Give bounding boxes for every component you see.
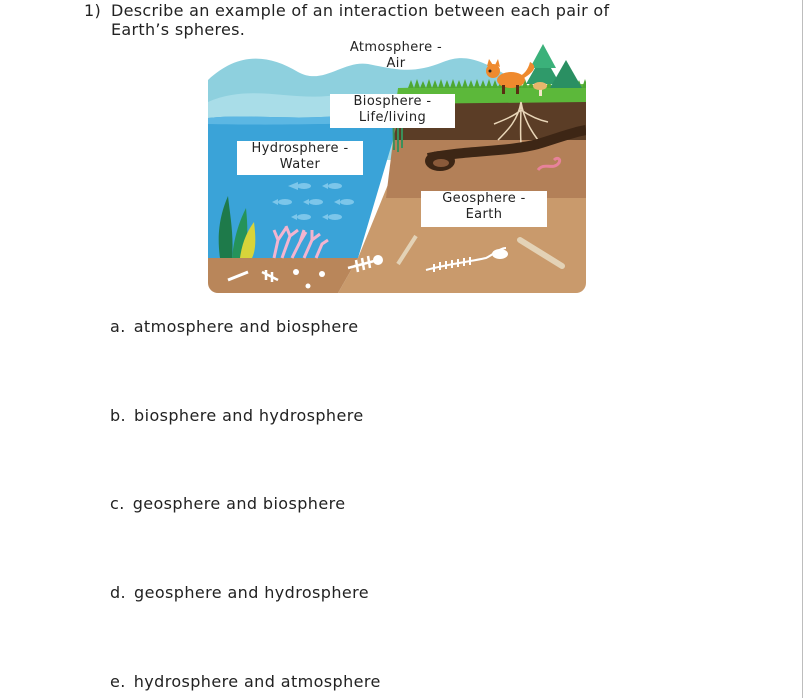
hydrosphere-label-title: Hydrosphere - bbox=[251, 141, 349, 156]
biosphere-label-subtitle: Life/living bbox=[358, 110, 427, 125]
seabed bbox=[208, 258, 358, 293]
hydrosphere-label bbox=[237, 141, 363, 175]
atmosphere-label bbox=[338, 40, 454, 73]
hydrosphere-label-subtitle: Water bbox=[279, 157, 321, 172]
list-item-b bbox=[110, 406, 364, 425]
geosphere-label-title: Geosphere - bbox=[442, 191, 526, 206]
list-item-letter: a. bbox=[110, 317, 126, 336]
list-item-text: biosphere and hydrosphere bbox=[134, 406, 364, 425]
atmosphere-label-subtitle: Air bbox=[386, 56, 406, 71]
list-item-text: geosphere and biosphere bbox=[132, 494, 346, 513]
list-item-e bbox=[110, 672, 381, 691]
earth-spheres-diagram bbox=[208, 40, 586, 293]
question-number: 1) bbox=[84, 1, 102, 20]
atmosphere-label-title: Atmosphere - bbox=[349, 40, 443, 55]
page-border bbox=[802, 0, 803, 698]
geosphere-label bbox=[421, 191, 547, 227]
biosphere-label bbox=[330, 94, 455, 128]
biosphere-label-title: Biosphere - bbox=[353, 94, 432, 109]
list-item-letter: b. bbox=[110, 406, 127, 425]
tree-icon bbox=[530, 44, 556, 68]
list-item-letter: c. bbox=[110, 494, 125, 513]
mole-icon bbox=[433, 159, 449, 167]
list-item-c bbox=[110, 494, 345, 513]
list-item-text: atmosphere and biosphere bbox=[133, 317, 359, 336]
list-item-text: hydrosphere and atmosphere bbox=[133, 672, 381, 691]
question-text-line1: Describe an example of an interaction between each pair of bbox=[111, 1, 610, 20]
list-item-text: geosphere and hydrosphere bbox=[134, 583, 369, 602]
geosphere-label-subtitle: Earth bbox=[465, 207, 503, 222]
list-item-letter: e. bbox=[110, 672, 126, 691]
list-item-letter: d. bbox=[110, 583, 127, 602]
list-item-a bbox=[110, 317, 359, 336]
tree-icon bbox=[550, 60, 582, 88]
list-item-d bbox=[110, 583, 369, 602]
question-text-line2: Earth’s spheres. bbox=[111, 20, 246, 39]
